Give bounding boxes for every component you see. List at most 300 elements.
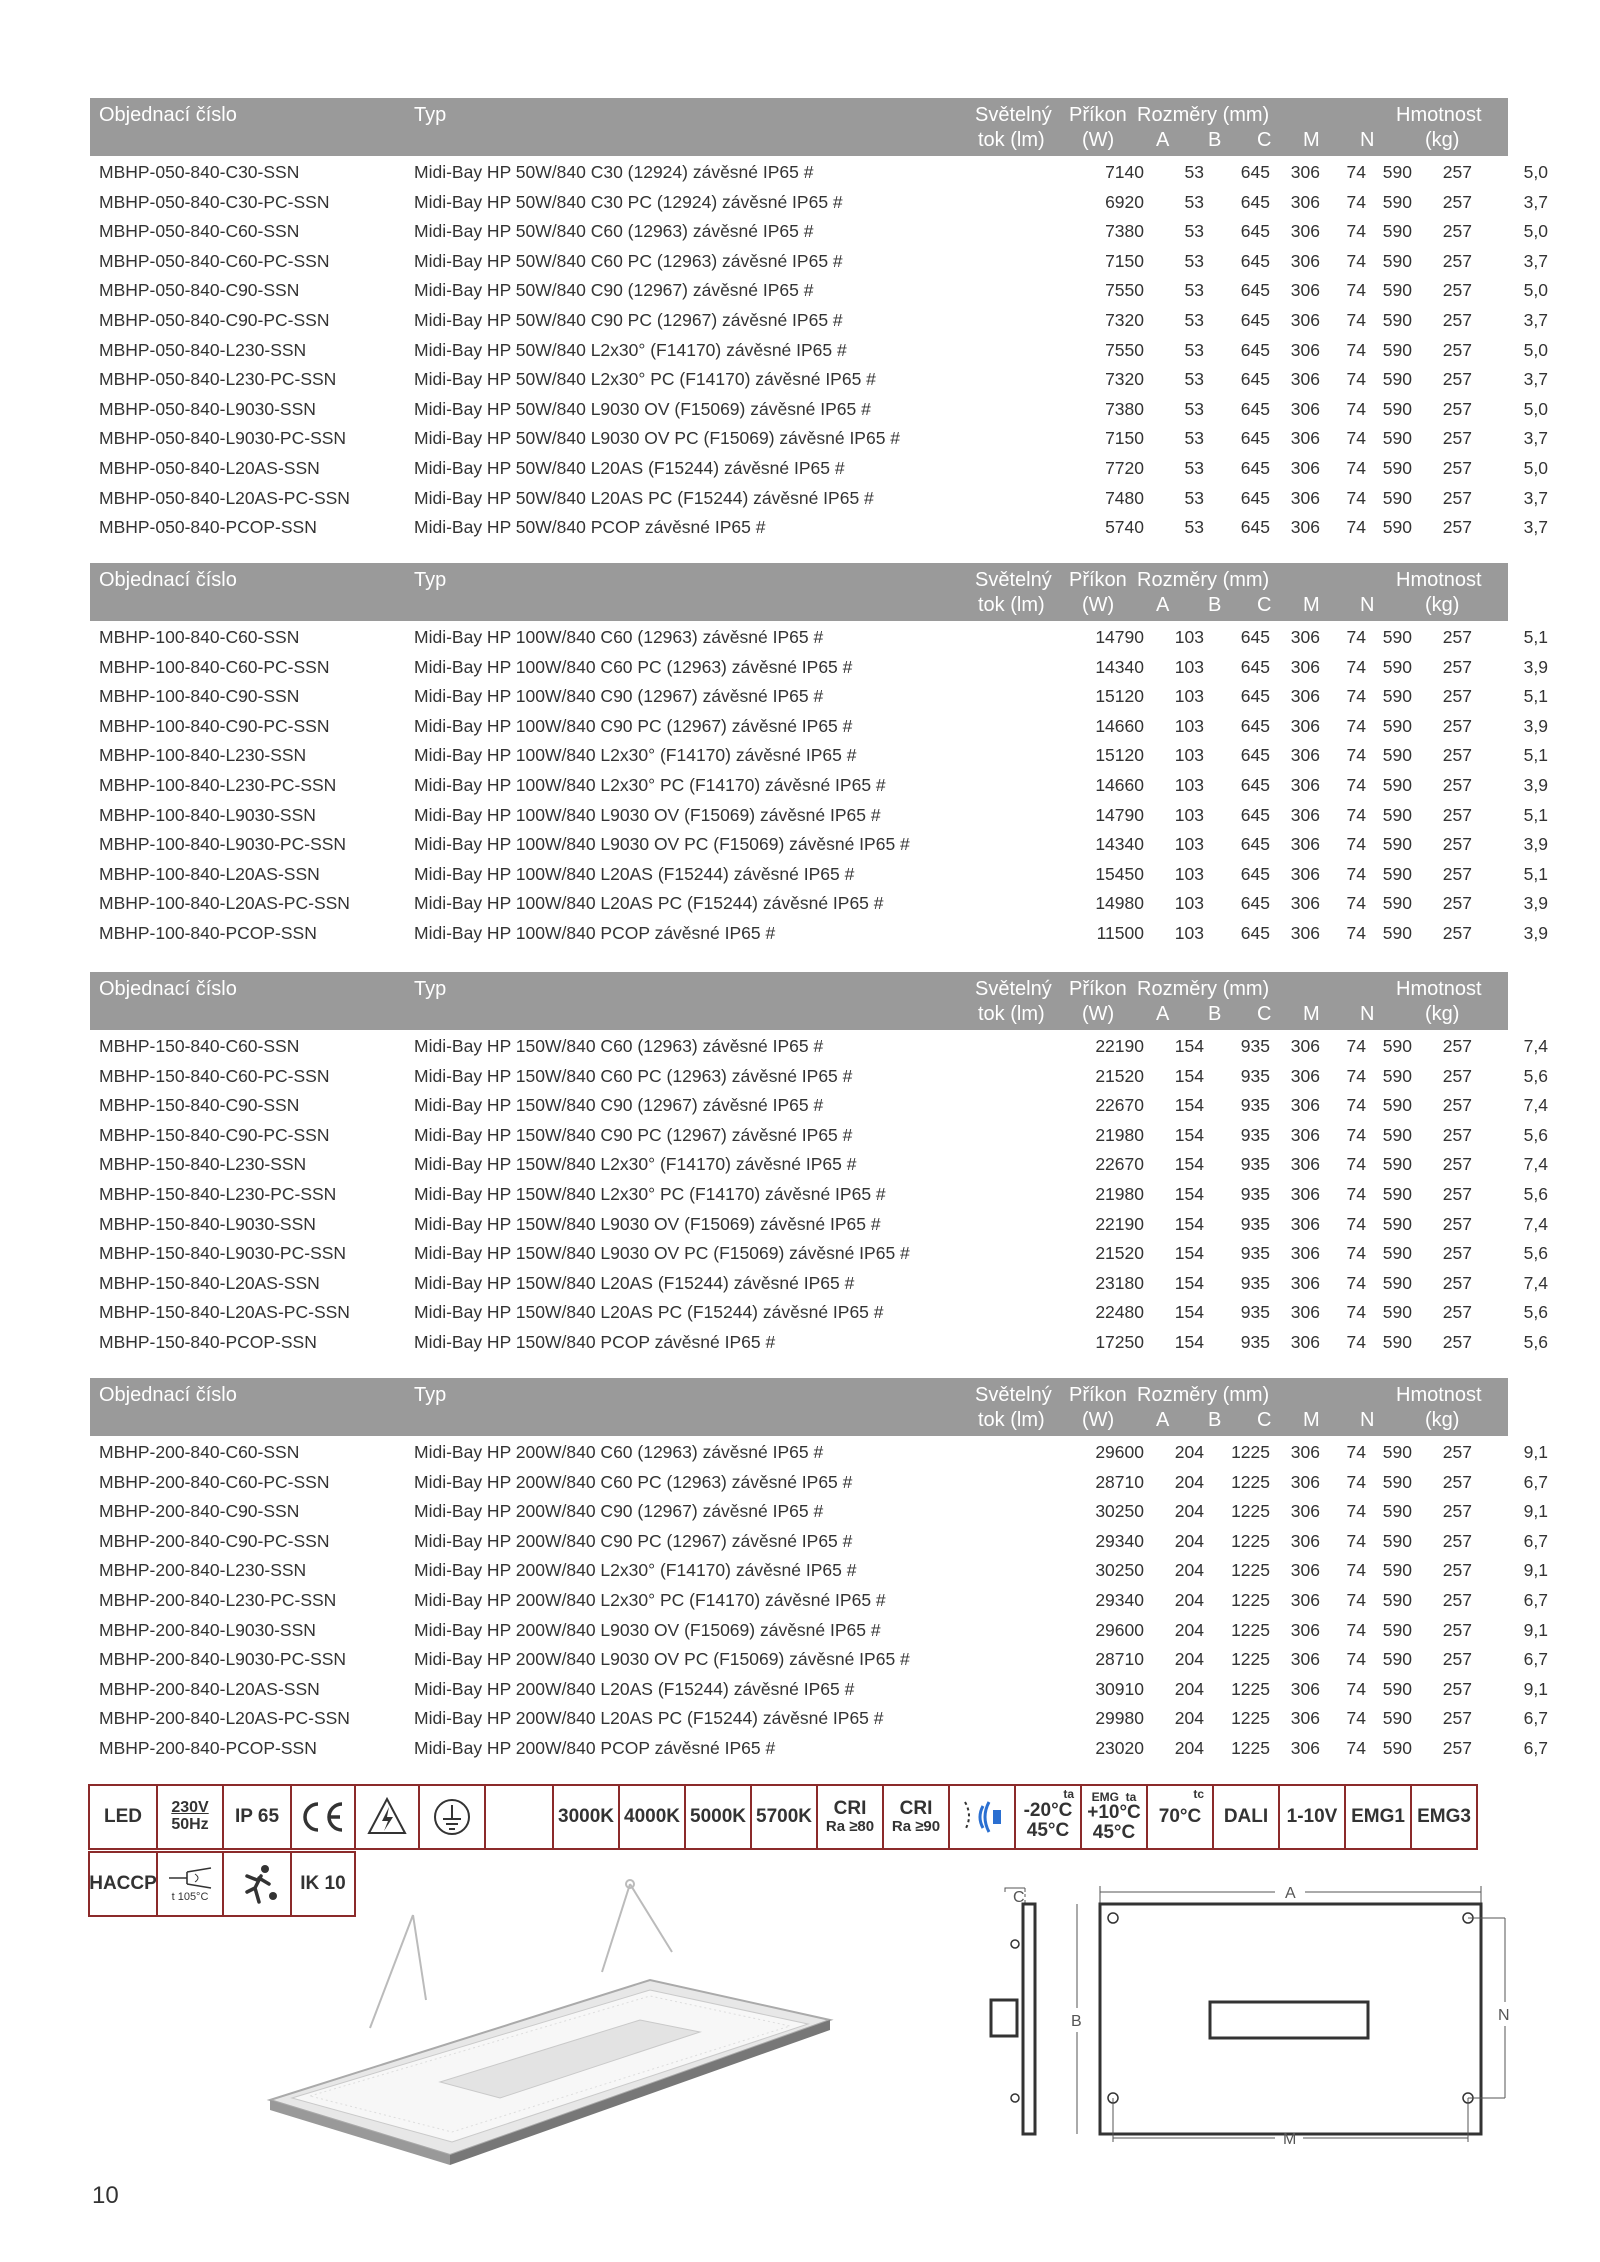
cell-power: 154	[1174, 1331, 1204, 1352]
header-flux1: Světelný	[975, 978, 1052, 1000]
order-code: MBHP-150-840-PCOP-SSN	[99, 1331, 317, 1352]
cell-flux: 30910	[1095, 1678, 1144, 1699]
cell-power: 53	[1184, 457, 1204, 478]
cell-n: 257	[1442, 863, 1472, 884]
cell-c: 74	[1346, 1708, 1366, 1729]
cell-b: 306	[1290, 774, 1320, 795]
cell-power: 204	[1174, 1530, 1204, 1551]
cell-m: 590	[1382, 487, 1412, 508]
cell-a: 645	[1240, 745, 1270, 766]
order-code: MBHP-100-840-C60-SSN	[99, 627, 300, 647]
cell-c: 74	[1346, 487, 1366, 508]
cell-c: 74	[1346, 250, 1366, 271]
cell-a: 645	[1240, 804, 1270, 825]
table-row	[90, 1732, 1548, 1762]
cell-flux: 7320	[1105, 369, 1144, 390]
table-row	[90, 858, 1548, 888]
ce-mark-icon	[290, 1784, 356, 1850]
product-type: Midi-Bay HP 200W/840 L20AS (F15244) závěsné IP65 #	[414, 1678, 855, 1699]
cell-flux: 14790	[1095, 627, 1144, 647]
cell-b: 306	[1290, 745, 1320, 766]
cell-n: 257	[1442, 1589, 1472, 1610]
cell-flux: 7720	[1105, 457, 1144, 478]
temp-high-label: 45°C	[1026, 1820, 1070, 1841]
cell-n: 257	[1442, 627, 1472, 647]
cell-a: 935	[1240, 1272, 1270, 1293]
cell-a: 645	[1240, 398, 1270, 419]
table-row	[90, 887, 1548, 917]
cell-a: 645	[1240, 863, 1270, 884]
cell-kg: 5,1	[1523, 627, 1548, 647]
cell-b: 306	[1290, 1154, 1320, 1175]
cell-kg: 3,7	[1523, 309, 1548, 330]
cell-a: 645	[1240, 627, 1270, 647]
emg1-label: EMG1	[1351, 1806, 1405, 1828]
cell-flux: 22190	[1095, 1213, 1144, 1234]
cell-m: 590	[1382, 1331, 1412, 1352]
header-weight1: Hmotnost	[1396, 104, 1482, 126]
table-row	[90, 828, 1548, 858]
ik-label: IK 10	[300, 1873, 346, 1895]
cell-flux: 29980	[1095, 1708, 1144, 1729]
cell-n: 257	[1442, 191, 1472, 212]
cell-b: 306	[1290, 1213, 1320, 1234]
header-power1: Příkon	[1069, 569, 1127, 591]
cct-5000-label: 5000K	[690, 1806, 746, 1828]
order-code: MBHP-200-840-C60-PC-SSN	[99, 1471, 330, 1492]
cell-n: 257	[1442, 1272, 1472, 1293]
product-type: Midi-Bay HP 100W/840 L2x30° PC (F14170) závěsné IP65 #	[414, 774, 886, 795]
cell-m: 590	[1382, 1213, 1412, 1234]
cell-a: 1225	[1231, 1708, 1270, 1729]
cell-kg: 5,6	[1523, 1183, 1548, 1204]
cell-a: 645	[1240, 280, 1270, 301]
cct-3000-badge	[552, 1784, 620, 1850]
ta-label: ta	[1063, 1787, 1074, 1801]
order-code: MBHP-050-840-L9030-SSN	[99, 398, 316, 419]
cell-flux: 22670	[1095, 1154, 1144, 1175]
cell-m: 590	[1382, 457, 1412, 478]
header-b: B	[1208, 1409, 1222, 1431]
cell-power: 53	[1184, 250, 1204, 271]
cell-kg: 7,4	[1523, 1154, 1548, 1175]
product-type: Midi-Bay HP 100W/840 C60 PC (12963) závěsné IP65 #	[414, 656, 853, 677]
table-row	[90, 215, 1548, 245]
cell-m: 590	[1382, 398, 1412, 419]
cell-m: 590	[1382, 1095, 1412, 1116]
cell-flux: 15120	[1095, 686, 1144, 707]
cell-flux: 7140	[1105, 162, 1144, 182]
cell-c: 74	[1346, 804, 1366, 825]
cell-c: 74	[1346, 517, 1366, 538]
cell-kg: 3,7	[1523, 487, 1548, 508]
cell-a: 1225	[1231, 1678, 1270, 1699]
cell-a: 645	[1240, 221, 1270, 242]
tc-value: 70°C	[1158, 1806, 1202, 1828]
ambient-temp-badge	[1014, 1784, 1082, 1850]
cell-b: 306	[1290, 1589, 1320, 1610]
cell-flux: 21980	[1095, 1183, 1144, 1204]
table-row	[90, 452, 1548, 482]
header-power2: (W)	[1082, 129, 1115, 151]
glow-wire-label: t 105°C	[171, 1891, 209, 1904]
header-n: N	[1360, 1409, 1375, 1431]
header-code: Objednací číslo	[99, 104, 237, 126]
cell-b: 306	[1290, 1501, 1320, 1522]
order-code: MBHP-050-840-L230-SSN	[99, 339, 307, 360]
cct-4000-badge	[618, 1784, 686, 1850]
table-row	[90, 363, 1548, 393]
cell-m: 590	[1382, 922, 1412, 943]
cell-power: 204	[1174, 1501, 1204, 1522]
electrical-hazard-icon	[354, 1784, 420, 1850]
cell-c: 74	[1346, 1124, 1366, 1145]
header-weight2: (kg)	[1425, 129, 1460, 151]
cell-n: 257	[1442, 1331, 1472, 1352]
cell-n: 257	[1442, 1095, 1472, 1116]
table-row	[90, 1702, 1548, 1732]
cell-c: 74	[1346, 745, 1366, 766]
cell-b: 306	[1290, 686, 1320, 707]
product-type: Midi-Bay HP 200W/840 L9030 OV (F15069) závěsné IP65 #	[414, 1619, 881, 1640]
product-type: Midi-Bay HP 50W/840 L2x30° (F14170) závěsné IP65 #	[414, 339, 847, 360]
cell-n: 257	[1442, 715, 1472, 736]
cct-4000-label: 4000K	[624, 1806, 680, 1828]
cell-m: 590	[1382, 517, 1412, 538]
cell-flux: 28710	[1095, 1471, 1144, 1492]
header-weight2: (kg)	[1425, 594, 1460, 616]
header-a: A	[1156, 1409, 1170, 1431]
cell-m: 590	[1382, 309, 1412, 330]
cell-b: 306	[1290, 1036, 1320, 1056]
order-code: MBHP-200-840-L9030-SSN	[99, 1619, 316, 1640]
cell-n: 257	[1442, 1708, 1472, 1729]
cell-power: 103	[1174, 863, 1204, 884]
cell-n: 257	[1442, 517, 1472, 538]
cell-c: 74	[1346, 1442, 1366, 1462]
dim-label: 1-10V	[1286, 1806, 1338, 1828]
cell-b: 306	[1290, 834, 1320, 855]
cell-b: 306	[1290, 863, 1320, 884]
cell-power: 53	[1184, 428, 1204, 449]
header-power1: Příkon	[1069, 104, 1127, 126]
cell-a: 645	[1240, 339, 1270, 360]
cell-a: 645	[1240, 457, 1270, 478]
product-type: Midi-Bay HP 200W/840 L20AS PC (F15244) závěsné IP65 #	[414, 1708, 884, 1729]
cell-m: 590	[1382, 1183, 1412, 1204]
cell-a: 1225	[1231, 1649, 1270, 1670]
cell-flux: 14340	[1095, 656, 1144, 677]
cell-m: 590	[1382, 1737, 1412, 1758]
cell-a: 645	[1240, 487, 1270, 508]
product-type: Midi-Bay HP 100W/840 C60 (12963) závěsné IP65 #	[414, 627, 824, 647]
cell-flux: 23020	[1095, 1737, 1144, 1758]
header-flux1: Světelný	[975, 569, 1052, 591]
cell-m: 590	[1382, 863, 1412, 884]
cell-power: 154	[1174, 1183, 1204, 1204]
order-code: MBHP-050-840-L9030-PC-SSN	[99, 428, 347, 449]
cell-b: 306	[1290, 1065, 1320, 1086]
table-row	[90, 482, 1548, 512]
cell-kg: 7,4	[1523, 1036, 1548, 1056]
product-type: Midi-Bay HP 50W/840 C60 (12963) závěsné IP65 #	[414, 221, 814, 242]
order-code: MBHP-050-840-C90-PC-SSN	[99, 309, 330, 330]
cell-n: 257	[1442, 1442, 1472, 1462]
table-header	[90, 98, 1508, 156]
header-c: C	[1257, 129, 1272, 151]
cell-kg: 9,1	[1523, 1501, 1548, 1522]
header-weight1: Hmotnost	[1396, 978, 1482, 1000]
cell-b: 306	[1290, 1331, 1320, 1352]
temp-low-label: -20°C	[1023, 1800, 1073, 1822]
header-b: B	[1208, 594, 1222, 616]
order-code: MBHP-100-840-PCOP-SSN	[99, 922, 317, 943]
product-type: Midi-Bay HP 200W/840 C90 PC (12967) závěsné IP65 #	[414, 1530, 853, 1551]
cell-m: 590	[1382, 1036, 1412, 1056]
product-type: Midi-Bay HP 200W/840 L2x30° PC (F14170) závěsné IP65 #	[414, 1589, 886, 1610]
product-type: Midi-Bay HP 50W/840 PCOP závěsné IP65 #	[414, 517, 766, 538]
cell-power: 204	[1174, 1442, 1204, 1462]
order-code: MBHP-100-840-C90-PC-SSN	[99, 715, 330, 736]
table-row	[90, 1089, 1548, 1119]
table-row	[90, 1525, 1548, 1555]
page-number: 10	[92, 2182, 119, 2209]
cell-power: 204	[1174, 1678, 1204, 1699]
cell-power: 103	[1174, 745, 1204, 766]
cct-5700-label: 5700K	[756, 1806, 812, 1828]
order-code: MBHP-150-840-C60-PC-SSN	[99, 1065, 330, 1086]
product-type: Midi-Bay HP 150W/840 L2x30° (F14170) závěsné IP65 #	[414, 1154, 857, 1175]
order-code: MBHP-150-840-C90-SSN	[99, 1095, 300, 1116]
cell-m: 590	[1382, 804, 1412, 825]
table-row	[90, 1554, 1548, 1584]
cell-b: 306	[1290, 1471, 1320, 1492]
cell-c: 74	[1346, 1272, 1366, 1293]
order-code: MBHP-050-840-C90-SSN	[99, 280, 300, 301]
order-code: MBHP-050-840-L20AS-SSN	[99, 457, 320, 478]
table-header	[90, 563, 1508, 621]
cell-flux: 7150	[1105, 250, 1144, 271]
cell-power: 154	[1174, 1272, 1204, 1293]
cell-m: 590	[1382, 250, 1412, 271]
cell-b: 306	[1290, 1708, 1320, 1729]
order-code: MBHP-150-840-C90-PC-SSN	[99, 1124, 330, 1145]
ip-badge	[222, 1784, 292, 1850]
cell-m: 590	[1382, 1530, 1412, 1551]
cell-m: 590	[1382, 280, 1412, 301]
cell-a: 645	[1240, 369, 1270, 390]
table-row	[90, 621, 1548, 651]
cell-a: 645	[1240, 774, 1270, 795]
table-row	[90, 245, 1548, 275]
cell-kg: 3,9	[1523, 715, 1548, 736]
cell-power: 204	[1174, 1471, 1204, 1492]
cell-a: 1225	[1231, 1560, 1270, 1581]
table-row	[90, 1237, 1548, 1267]
cell-c: 74	[1346, 1154, 1366, 1175]
order-code: MBHP-200-840-L9030-PC-SSN	[99, 1649, 347, 1670]
header-power2: (W)	[1082, 1003, 1115, 1025]
cell-a: 645	[1240, 162, 1270, 182]
header-flux2: tok (lm)	[978, 1409, 1045, 1431]
cell-flux: 29340	[1095, 1589, 1144, 1610]
cell-m: 590	[1382, 1272, 1412, 1293]
product-type: Midi-Bay HP 50W/840 C90 (12967) závěsné IP65 #	[414, 280, 814, 301]
cell-c: 74	[1346, 834, 1366, 855]
product-type: Midi-Bay HP 100W/840 L9030 OV (F15069) závěsné IP65 #	[414, 804, 881, 825]
table-row	[90, 1178, 1548, 1208]
cell-n: 257	[1442, 1183, 1472, 1204]
cell-m: 590	[1382, 686, 1412, 707]
product-type: Midi-Bay HP 100W/840 PCOP závěsné IP65 #	[414, 922, 776, 943]
ip-label: IP 65	[234, 1806, 280, 1828]
cell-power: 103	[1174, 715, 1204, 736]
cell-a: 1225	[1231, 1619, 1270, 1640]
cell-m: 590	[1382, 1560, 1412, 1581]
cell-kg: 5,6	[1523, 1243, 1548, 1264]
emg-temp-badge	[1080, 1784, 1148, 1850]
product-type: Midi-Bay HP 100W/840 C90 PC (12967) závěsné IP65 #	[414, 715, 853, 736]
cell-m: 590	[1382, 1243, 1412, 1264]
cell-m: 590	[1382, 1154, 1412, 1175]
cell-kg: 6,7	[1523, 1589, 1548, 1610]
order-code: MBHP-200-840-C90-SSN	[99, 1501, 300, 1522]
table-row	[90, 422, 1548, 452]
cell-kg: 3,7	[1523, 250, 1548, 271]
cell-n: 257	[1442, 834, 1472, 855]
header-n: N	[1360, 129, 1375, 151]
cell-c: 74	[1346, 1302, 1366, 1323]
cell-a: 935	[1240, 1095, 1270, 1116]
cell-n: 257	[1442, 686, 1472, 707]
cell-kg: 3,9	[1523, 893, 1548, 914]
table-row	[90, 1296, 1548, 1326]
emg-low-label: +10°C	[1087, 1802, 1141, 1824]
order-code: MBHP-200-840-C90-PC-SSN	[99, 1530, 330, 1551]
product-type: Midi-Bay HP 150W/840 C90 (12967) závěsné IP65 #	[414, 1095, 824, 1116]
cell-power: 154	[1174, 1036, 1204, 1056]
cell-a: 935	[1240, 1124, 1270, 1145]
table-row	[90, 1643, 1548, 1673]
cell-kg: 6,7	[1523, 1649, 1548, 1670]
cell-kg: 5,0	[1523, 221, 1548, 242]
cell-n: 257	[1442, 309, 1472, 330]
cell-n: 257	[1442, 1471, 1472, 1492]
product-type: Midi-Bay HP 200W/840 C60 PC (12963) závěsné IP65 #	[414, 1471, 853, 1492]
cell-flux: 5740	[1105, 517, 1144, 538]
product-type: Midi-Bay HP 150W/840 L2x30° PC (F14170) závěsné IP65 #	[414, 1183, 886, 1204]
cell-n: 257	[1442, 162, 1472, 182]
cell-kg: 6,7	[1523, 1471, 1548, 1492]
table-row	[90, 739, 1548, 769]
cri-80-badge	[816, 1784, 884, 1850]
cell-n: 257	[1442, 804, 1472, 825]
product-type: Midi-Bay HP 50W/840 L20AS (F15244) závěsné IP65 #	[414, 457, 845, 478]
dali-label: DALI	[1223, 1806, 1269, 1828]
cell-m: 590	[1382, 1589, 1412, 1610]
cell-flux: 30250	[1095, 1501, 1144, 1522]
cell-n: 257	[1442, 428, 1472, 449]
order-code: MBHP-100-840-L9030-SSN	[99, 804, 316, 825]
cell-power: 53	[1184, 162, 1204, 182]
cell-kg: 3,9	[1523, 774, 1548, 795]
product-type: Midi-Bay HP 50W/840 C30 PC (12924) závěsné IP65 #	[414, 191, 843, 212]
cell-c: 74	[1346, 280, 1366, 301]
cell-a: 645	[1240, 834, 1270, 855]
cell-c: 74	[1346, 1737, 1366, 1758]
cell-a: 645	[1240, 686, 1270, 707]
cell-c: 74	[1346, 339, 1366, 360]
order-code: MBHP-200-840-C60-SSN	[99, 1442, 300, 1462]
cell-kg: 3,9	[1523, 656, 1548, 677]
cell-a: 1225	[1231, 1471, 1270, 1492]
sensor-icon	[948, 1784, 1016, 1850]
cell-c: 74	[1346, 1183, 1366, 1204]
cell-a: 935	[1240, 1243, 1270, 1264]
cell-a: 935	[1240, 1065, 1270, 1086]
cell-flux: 14660	[1095, 774, 1144, 795]
empty-badge	[484, 1784, 554, 1850]
cell-n: 257	[1442, 457, 1472, 478]
cell-b: 306	[1290, 1737, 1320, 1758]
cell-power: 204	[1174, 1589, 1204, 1610]
cell-m: 590	[1382, 715, 1412, 736]
order-code: MBHP-100-840-L230-SSN	[99, 745, 307, 766]
table-row	[90, 1208, 1548, 1238]
cell-m: 590	[1382, 1442, 1412, 1462]
header-typ: Typ	[414, 569, 447, 591]
header-dims: Rozměry (mm)	[1137, 1384, 1270, 1406]
cell-m: 590	[1382, 339, 1412, 360]
product-type: Midi-Bay HP 200W/840 C90 (12967) závěsné IP65 #	[414, 1501, 824, 1522]
product-type: Midi-Bay HP 150W/840 C60 (12963) závěsné IP65 #	[414, 1036, 824, 1056]
cell-c: 74	[1346, 1530, 1366, 1551]
cell-c: 74	[1346, 774, 1366, 795]
cell-n: 257	[1442, 1501, 1472, 1522]
cell-kg: 5,6	[1523, 1124, 1548, 1145]
cell-a: 935	[1240, 1154, 1270, 1175]
order-code: MBHP-150-840-L20AS-SSN	[99, 1272, 320, 1293]
cell-power: 103	[1174, 834, 1204, 855]
table-header	[90, 1378, 1508, 1436]
cell-c: 74	[1346, 686, 1366, 707]
cell-m: 590	[1382, 1678, 1412, 1699]
cell-kg: 5,0	[1523, 162, 1548, 182]
cri-80-label: Ra ≥80	[825, 1818, 875, 1836]
product-type: Midi-Bay HP 100W/840 L20AS PC (F15244) závěsné IP65 #	[414, 893, 884, 914]
cell-kg: 9,1	[1523, 1442, 1548, 1462]
cell-flux: 21980	[1095, 1124, 1144, 1145]
product-table	[90, 98, 1548, 541]
cell-c: 74	[1346, 1331, 1366, 1352]
dim-label-a: A	[1285, 1885, 1296, 1902]
cell-b: 306	[1290, 715, 1320, 736]
dim-label-n: N	[1498, 2007, 1510, 2024]
cell-c: 74	[1346, 1501, 1366, 1522]
header-power2: (W)	[1082, 594, 1115, 616]
cell-c: 74	[1346, 1589, 1366, 1610]
cell-c: 74	[1346, 627, 1366, 647]
cell-a: 935	[1240, 1331, 1270, 1352]
cell-b: 306	[1290, 1649, 1320, 1670]
cell-c: 74	[1346, 715, 1366, 736]
order-code: MBHP-100-840-L9030-PC-SSN	[99, 834, 347, 855]
header-n: N	[1360, 1003, 1375, 1025]
cell-m: 590	[1382, 221, 1412, 242]
order-code: MBHP-150-840-C60-SSN	[99, 1036, 300, 1056]
frequency-label: 50Hz	[171, 1816, 209, 1833]
cell-c: 74	[1346, 1036, 1366, 1056]
